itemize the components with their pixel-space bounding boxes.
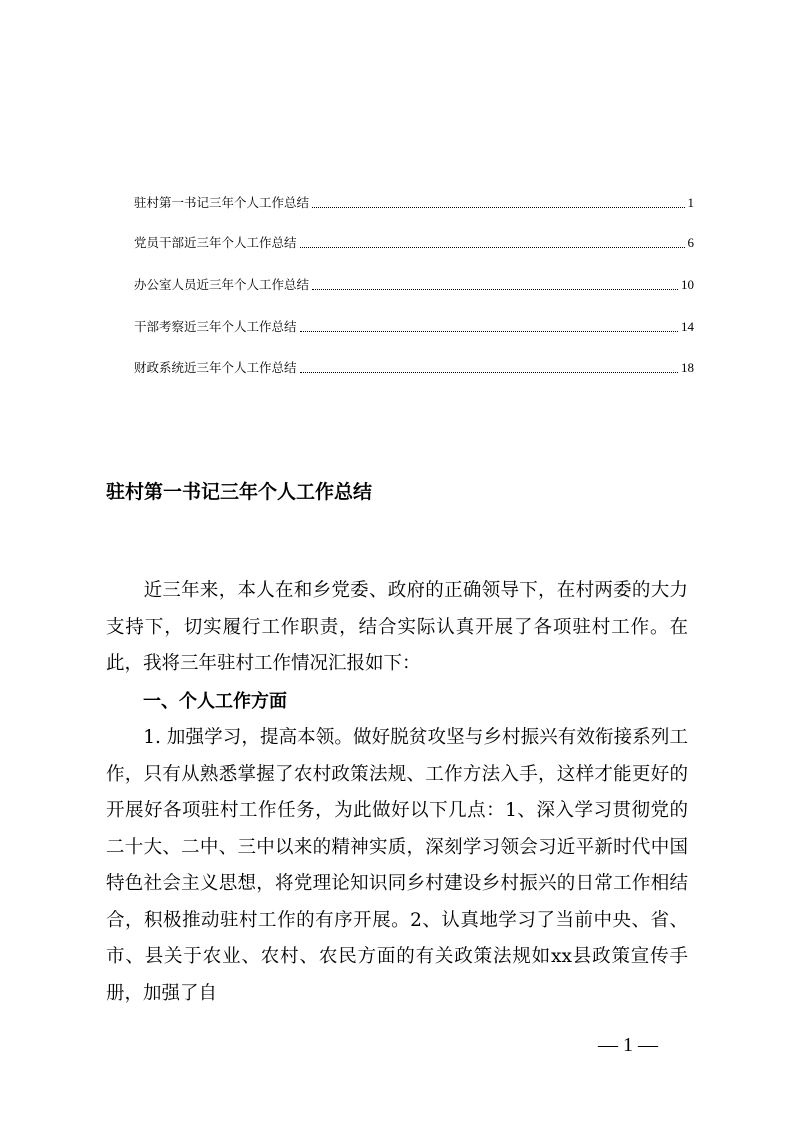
page-number: — 1 — bbox=[598, 1034, 658, 1056]
toc-entry[interactable] bbox=[134, 233, 694, 253]
toc-dot-leader bbox=[312, 288, 678, 290]
section-heading: 一、个人工作方面 bbox=[143, 691, 287, 712]
toc-entry-page: 14 bbox=[681, 319, 694, 334]
toc-entry-title: 财政系统近三年个人工作总结 bbox=[134, 360, 297, 375]
toc-dot-leader bbox=[312, 206, 684, 208]
toc-dot-leader bbox=[300, 330, 678, 332]
toc-entry-page: 18 bbox=[681, 360, 694, 375]
toc-entry-title: 党员干部近三年个人工作总结 bbox=[134, 235, 297, 250]
toc-entry-title: 驻村第一书记三年个人工作总结 bbox=[134, 195, 310, 210]
toc-entry[interactable] bbox=[134, 317, 694, 337]
toc-dot-leader bbox=[300, 371, 678, 373]
toc-entry-title: 办公室人员近三年个人工作总结 bbox=[134, 277, 310, 292]
intro-paragraph: 近三年来，本人在和乡党委、政府的正确领导下，在村两委的大力支持下，切实履行工作职责，结合实际认真开展了各项驻村工作。在此，我将三年驻村工作情况汇报如下： bbox=[106, 580, 688, 674]
toc-entry-title: 干部考察近三年个人工作总结 bbox=[134, 319, 297, 334]
toc-entry-page: 10 bbox=[681, 277, 694, 292]
body-paragraph: 1. 加强学习，提高本领。做好脱贫攻坚与乡村振兴有效衔接系列工作，只有从熟悉掌握了农村政策法规、工作方法入手，这样才能更好的开展好各项驻村工作任务，为此做好以下几点：1、深入学习贯彻党的二十大、二中、三中以来的精神实质，深刻学习领会习近平新时代中国特色社会主义思想，将党理论知识同乡村建设乡村振兴的日常工作相结合，积极推动驻村工作的有序开展。2、认真地学习了当前中央、省、市、县关于农业、农村、农民方面的有关政策法规如xx县政策宣传手册，加强了自 bbox=[106, 727, 688, 1004]
toc-dot-leader bbox=[300, 246, 685, 248]
toc-entry[interactable] bbox=[134, 275, 694, 295]
toc-entry[interactable] bbox=[134, 358, 694, 378]
document-title: 驻村第一书记三年个人工作总结 bbox=[106, 481, 373, 503]
toc-entry-page: 6 bbox=[687, 235, 694, 250]
toc-entry-page: 1 bbox=[687, 195, 694, 210]
toc-entry[interactable] bbox=[134, 193, 694, 213]
